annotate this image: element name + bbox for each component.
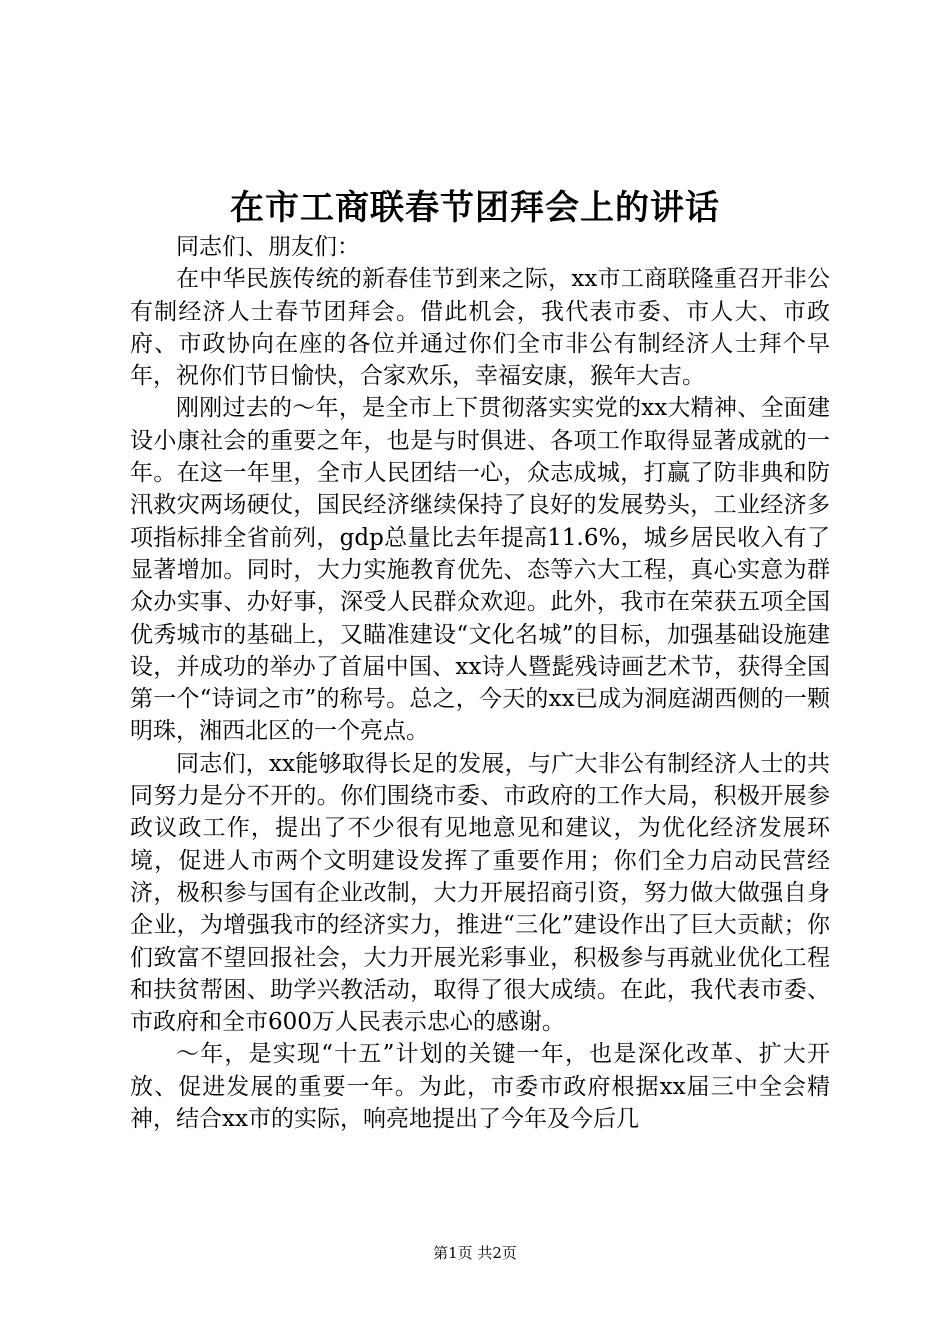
document-title: 在市工商联春节团拜会上的讲话 <box>230 188 720 228</box>
document-body <box>130 231 830 1135</box>
paragraph-past-year-achievements: 刚刚过去的～年，是全市上下贯彻落实实党的xx大精神、全面建设小康社会的重要之年，也是与时俱进、各项工作取得显著成就的一年。在这一年里，全市人民团结一心，众志成城，打赢了防非典和防汛救灾两场硬仗，国民经济继续保持了良好的发展势头，工业经济多项指标排全省前列，gdp总量比去年提高11.6%，城乡居民收入有了显著增加。同时，大力实施教育优先、态等六大工程，真心实意为群众办实事、办好事，深受人民群众欢迎。此外，我市在荣获五项全国优秀城市的基础上，又瞄准建设“文化名城”的目标，加强基础设施建设，并成功的举办了首届中国、xx诗人暨髭残诗画艺术节，获得全国第一个“诗词之市”的称号。总之，今天的xx已成为洞庭湖西侧的一颗明珠，湘西北区的一个亮点。 <box>130 395 830 745</box>
paragraph-greeting: 同志们、朋友们： <box>176 234 360 260</box>
paragraph-new-year-greetings: 在中华民族传统的新春佳节到来之际，xx市工商联隆重召开非公有制经济人士春节团拜会。借此机会，我代表市委、市人大、市政府、市政协向在座的各位并通过你们全市非公有制经济人士拜个早年，祝你们节日愉快，合家欢乐，幸福安康，猴年大吉。 <box>130 266 830 390</box>
paragraph-thanks-private-economy: 同志们，xx能够取得长足的发展，与广大非公有制经济人士的共同努力是分不开的。你们围绕市委、市政府的工作大局，积极开展参政议政工作，提出了不少很有见地意见和建议，为优化经济发展环境，促进人市两个文明建设发挥了重要作用；你们全力启动民营经济，极积参与国有企业改制，大力开展招商引资，努力做大做强自身企业，为增强我市的经济实力，推进“三化”建设作出了巨大贡献；你们致富不望回报社会，大力开展光彩事业，积极参与再就业优化工程和扶贫帮困、助学兴教活动，取得了很大成绩。在此，我代表市委、市政府和全市600万人民表示忠心的感谢。 <box>130 750 830 1036</box>
paragraph-this-year-plan: ～年，是实现“十五”计划的关键一年，也是深化改革、扩大开放、促进发展的重要一年。为此，市委市政府根据xx届三中全会精神，结合xx市的实际，响亮地提出了今年及今后几 <box>130 1041 830 1133</box>
page-number-footer: 第1页 共2页 <box>433 1244 517 1262</box>
